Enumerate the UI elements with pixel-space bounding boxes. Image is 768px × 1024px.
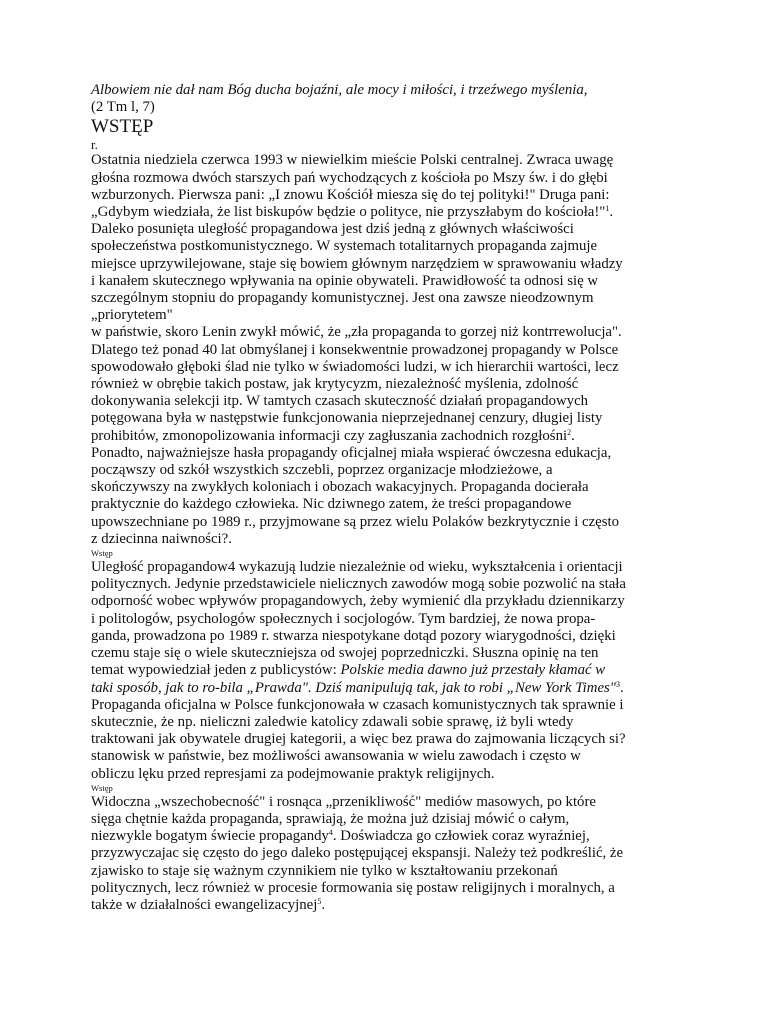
text-line: zjawisko to staje się ważnym czynnikiem nie tylko w kształtowaniu przekonań	[91, 862, 558, 879]
text-line: dokonywania selekcji itp. W tamtych czasach skuteczność działań propagandowych	[91, 393, 589, 410]
text-line: Widoczna „wszechobecność" i rosnąca „przenikliwość" mediów masowych, po które	[91, 793, 596, 810]
text-line: wzburzonych. Pierwsza pani: „I znowu Kościół miesza się do tej polityki!" Druga pani:	[91, 186, 610, 203]
text-line: potęgowana była w następstwie funkcjonowania nieprzejednanej cenzury, długiej listy	[91, 410, 603, 427]
text-line: „priorytetem"	[91, 307, 173, 324]
text-line	[91, 828, 683, 845]
text-line: począwszy od szkół wszystkich szczebli, poprzez organizacje młodzieżowe, a	[91, 462, 553, 479]
line-text: niezwykle bogatym świecie propagandy	[91, 828, 329, 845]
section-heading: WSTĘP	[91, 116, 154, 138]
line-text: .	[321, 896, 326, 913]
footnote-marker: 4	[328, 828, 333, 838]
line-text: . Doświadcza go człowiek coraz wyraźniej,	[332, 828, 590, 845]
footnote-marker: 5	[317, 896, 322, 906]
text-line: Uległość propagandow4 wykazują ludzie niezależnie od wieku, wykształcenia i orientacji	[91, 559, 623, 576]
text-line: politycznych. Jedynie przedstawiciele nielicznych zawodów mogą sobie pozwolić na stała	[91, 576, 626, 593]
text-line: Ponadto, najważniejsze hasła propagandy oficjalnej miała wspierać ówczesna edukacja,	[91, 444, 612, 461]
running-head: Wstęp	[91, 548, 113, 559]
text-line: Dlatego też ponad 40 lat obmyślanej i konsekwentnie prowadzonej propagandy w Polsce	[91, 341, 619, 358]
text-line: upowszechniane po 1989 r., przyjmowane są przez wielu Polaków bezkrytycznie i często	[91, 513, 619, 530]
text-line: Ostatnia niedziela czerwca 1993 w niewielkim mieście Polski centralnej. Zwraca uwagę	[91, 152, 614, 169]
text-line	[91, 662, 683, 679]
text-line	[91, 897, 683, 914]
text-line: społeczeństwa postkomunistycznego. W systemach totalitarnych propaganda zajmuje	[91, 238, 598, 255]
text-line	[91, 428, 683, 445]
text-line: skończywszy na zwykłych koloniach i obozach wakacyjnych. Propaganda docierała	[91, 479, 589, 496]
quote-italic: Polskie media dawno już przestały kłamać w	[340, 662, 606, 679]
text-line: i politologów, psychologów społecznych i socjologów. Tym bardziej, że nowa propa-	[91, 610, 596, 627]
text-line: stanowisk w państwie, bez możliwości awansowania w wielu zawodach i często w	[91, 748, 581, 765]
line-text: także w działalności ewangelizacyjnej	[91, 896, 318, 913]
footnote-marker: 3	[616, 679, 621, 689]
footnote-marker: 2	[567, 427, 572, 437]
line-text: prohibitów, zmonopolizowania informacji czy zagłuszania zachodnich rozgłośni	[91, 427, 568, 444]
text-line: czemu staje się o wiele skuteczniejsza od swojej poprzedniczki. Słuszna opinię na ten	[91, 645, 599, 662]
text-line: głośna rozmowa dwóch starszych pań wychodzących z kościoła po Mszy św. i do głębi	[91, 169, 608, 186]
text-line: Daleko posunięta uległość propagandowa jest dziś jedną z głównych właściwości	[91, 221, 574, 238]
text-line: i kanałem skutecznego wpływania na opinie obywateli. Prawidłowość ta odnosi się w	[91, 272, 599, 289]
line-text: .	[620, 679, 624, 696]
text-line: sięga chętnie każda propaganda, sprawiają, że można już dzisiaj mówić o całym,	[91, 810, 570, 827]
text-line: praktycznie do każdego człowieka. Nic dziwnego zatem, że treści propagandowe	[91, 496, 572, 513]
line-text: temat wypowiedział jeden z publicystów:	[91, 662, 341, 679]
footnote-marker: 1	[605, 204, 610, 214]
document-page	[91, 82, 683, 914]
running-head: Wstęp	[91, 782, 113, 793]
epigraph-quote: Albowiem nie dał nam Bóg ducha bojaźni, ale mocy i miłości, i trzeźwego myślenia,	[91, 82, 588, 98]
paragraph-1	[91, 152, 683, 548]
text-line: Propaganda oficjalna w Polsce funkcjonowała w czasach komunistycznych tak sprawnie i	[91, 696, 624, 713]
paragraph-3	[91, 794, 683, 914]
text-line: obliczu lęku przed represjami za podejmowanie praktyk religijnych.	[91, 765, 495, 782]
line-text: .	[609, 204, 614, 221]
line-text: .	[571, 427, 575, 444]
text-line: miejsce uprzywilejowane, staje się bowiem głównym narzędziem w sprawowaniu władzy	[91, 255, 623, 272]
paragraph-2	[91, 559, 683, 783]
line-text: „Gdybym wiedziała, że list biskupów będzie o polityce, nie przyszłabym do kościoła!"	[91, 204, 606, 221]
quote-italic: taki sposób, jak to ro-bila „Prawda". Dziś manipulują tak, jak to robi „New York Times"	[91, 679, 617, 696]
text-line: z dziecinna naiwności?.	[91, 530, 232, 547]
text-line: szczególnym stopniu do propagandy komunistycznej. Jest ona zawsze nieodzownym	[91, 290, 594, 307]
running-letter: r.	[91, 137, 98, 153]
text-line: w państwie, skoro Lenin zwykł mówić, że „zła propaganda to gorzej niż kontrrewolucja".	[91, 324, 622, 341]
text-line: skutecznie, że np. nieliczni zaledwie katolicy zdawali sobie sprawę, iż byli wtedy	[91, 713, 574, 730]
text-line: również w obrębie takich postaw, jak krytycyzm, niezależność myślenia, zdolność	[91, 376, 579, 393]
text-line: spowodowało głęboki ślad nie tylko w świadomości ludzi, w ich hierarchii wartości, lecz	[91, 358, 619, 375]
text-line: ganda, prowadzona po 1989 r. stwarza niespotykane dotąd pozory wiarygodności, dzięki	[91, 627, 616, 644]
text-line: przyzwyczajac się często do jego daleko postępującej ekspansji. Należy też podkreślić, że	[91, 845, 624, 862]
text-line: traktowani jak obywatele drugiej kategorii, a więc bez prawa do zajmowania liczących si?	[91, 731, 626, 748]
text-line	[91, 680, 683, 697]
text-line: odporność wobec wpływów propagandowych, żeby wymienić dla przykładu dziennikarzy	[91, 593, 625, 610]
epigraph-reference: (2 Tm l, 7)	[91, 99, 155, 116]
text-line: politycznych, lecz również w procesie formowania się postaw religijnych i moralnych, a	[91, 879, 615, 896]
text-line	[91, 204, 683, 221]
